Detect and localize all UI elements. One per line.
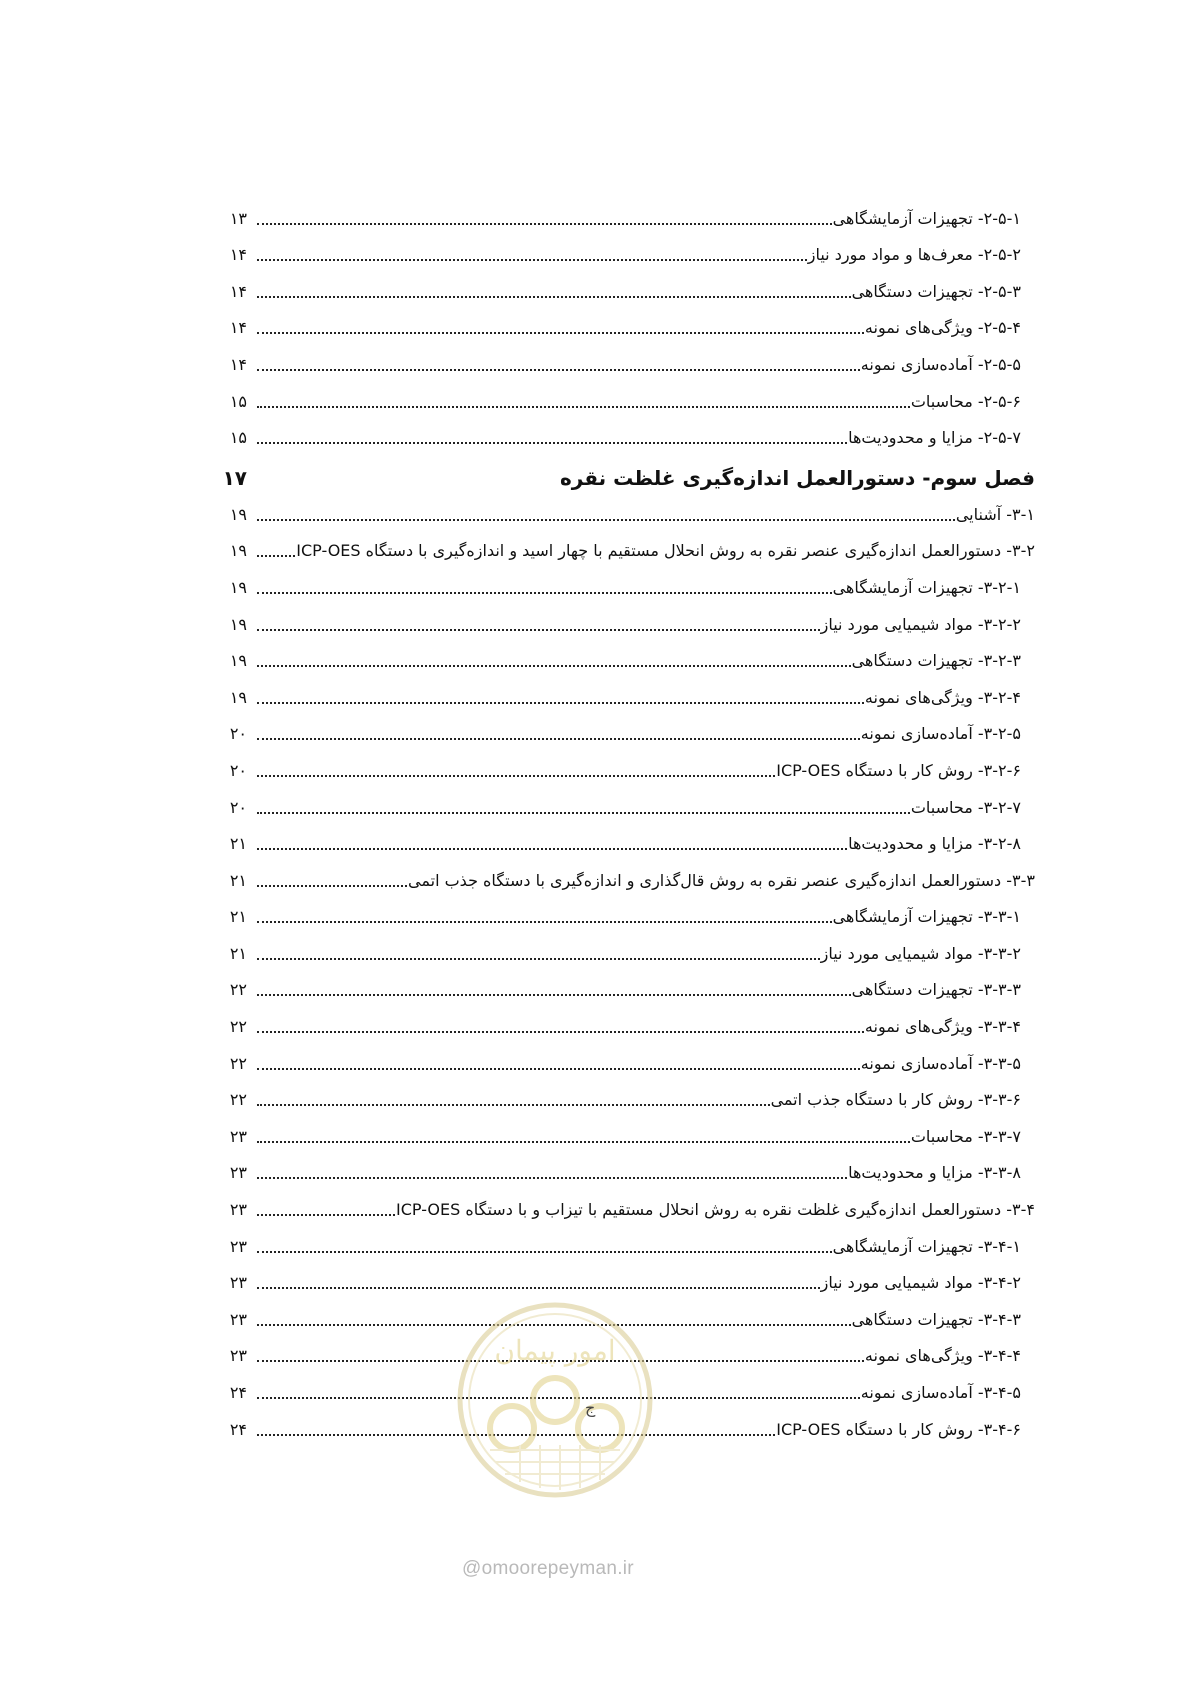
- toc-row[interactable]: [135, 417, 1035, 454]
- toc-page-number: ۱۷: [222, 466, 247, 491]
- toc-dot-leader: [257, 775, 775, 777]
- toc-row[interactable]: [135, 713, 1035, 750]
- toc-entry-title: ۳-۳-۵- آماده‌سازی نمونه: [860, 1053, 1021, 1073]
- toc-row[interactable]: [135, 1188, 1035, 1225]
- toc-dot-leader: [257, 812, 910, 814]
- toc-row[interactable]: [135, 1152, 1035, 1189]
- toc-entry-title: ۳-۴-۱- تجهیزات آزمایشگاهی: [832, 1236, 1021, 1256]
- toc-page-number: ۲۳: [229, 1273, 247, 1293]
- toc-page-number: ۱۹: [229, 504, 247, 524]
- toc-entry-title: ۳-۲- دستورالعمل اندازه‌گیری عنصر نقره به روش انحلال مستقیم با چهار اسید و اندازه‌گیری با دستگاه ICP-OES: [296, 541, 1035, 561]
- toc-row[interactable]: [135, 1042, 1035, 1079]
- toc-entry-title: ۳-۳-۴- ویژگی‌های نمونه: [864, 1017, 1021, 1037]
- toc-page-number: ۱۹: [229, 651, 247, 671]
- toc-entry-title: ۳-۴-۳- تجهیزات دستگاهی: [851, 1309, 1021, 1329]
- toc-row[interactable]: [135, 749, 1035, 786]
- toc-dot-leader: [257, 994, 851, 996]
- toc-entry-title: ۳-۴-۲- مواد شیمیایی مورد نیاز: [820, 1273, 1021, 1293]
- toc-row[interactable]: [135, 896, 1035, 933]
- toc-dot-leader: [257, 629, 820, 631]
- toc-page-number: ۱۵: [229, 428, 247, 448]
- toc-dot-leader: [257, 1177, 847, 1179]
- toc-entry-title: ۳-۳- دستورالعمل اندازه‌گیری عنصر نقره به روش قال‌گذاری و اندازه‌گیری با دستگاه جذب اتمی: [408, 870, 1035, 890]
- toc-page-number: ۲۰: [229, 724, 247, 744]
- toc-page-number: ۲۲: [229, 980, 247, 1000]
- toc-dot-leader: [257, 296, 851, 298]
- toc-page-number: ۱۹: [229, 687, 247, 707]
- toc-page-number: ۱۴: [229, 245, 247, 265]
- toc-chapter-row[interactable]: [135, 453, 1035, 493]
- toc-page-number: ۱۴: [229, 281, 247, 301]
- toc-page-number: ۲۴: [229, 1419, 247, 1439]
- toc-entry-title: ۳-۳-۶- روش کار با دستگاه جذب اتمی: [770, 1090, 1021, 1110]
- toc-page-number: ۲۴: [229, 1383, 247, 1402]
- toc-page-number: ۱۹: [229, 541, 247, 561]
- toc-page-number: ۲۲: [229, 1053, 247, 1073]
- toc-row[interactable]: [135, 343, 1035, 380]
- toc-entry-title: ۳-۲-۸- مزایا و محدودیت‌ها: [848, 834, 1021, 854]
- toc-page-number: ۲۱: [229, 943, 247, 963]
- toc-page-number: ۱۹: [229, 577, 247, 597]
- toc-page-number: ۱۹: [229, 614, 247, 634]
- toc-dot-leader: [257, 885, 407, 887]
- toc-row[interactable]: [135, 307, 1035, 344]
- toc-entry-title: ۳-۱- آشنایی: [955, 504, 1035, 524]
- toc-row[interactable]: [135, 823, 1035, 860]
- toc-page-number: ۲۰: [229, 797, 247, 817]
- toc-dot-leader: [257, 665, 851, 667]
- toc-row[interactable]: [135, 969, 1035, 1006]
- toc-entry-title: ۳-۲-۵- آماده‌سازی نمونه: [860, 724, 1021, 744]
- toc-row[interactable]: [135, 380, 1035, 417]
- toc-entry-title: ۳-۴-۴- ویژگی‌های نمونه: [864, 1346, 1021, 1366]
- toc-entry-title: فصل سوم- دستورالعمل اندازه‌گیری غلظت نقره: [560, 466, 1035, 491]
- toc-entry-title: ۳-۳-۳- تجهیزات دستگاهی: [851, 980, 1021, 1000]
- toc-row[interactable]: [135, 1225, 1035, 1262]
- toc-entry-title: ۳-۳-۷- محاسبات: [910, 1126, 1021, 1146]
- toc-page-number: ۲۲: [229, 1090, 247, 1110]
- toc-dot-leader: [257, 406, 910, 408]
- toc-row[interactable]: [135, 676, 1035, 713]
- toc-entry-title: ۲-۵-۷- مزایا و محدودیت‌ها: [848, 428, 1021, 448]
- toc-dot-leader: [257, 332, 864, 334]
- toc-entry-title: ۲-۵-۲- معرف‌ها و مواد مورد نیاز: [807, 245, 1021, 265]
- toc-row[interactable]: [135, 1262, 1035, 1299]
- website-watermark: @omoorepeyman.ir: [462, 1558, 634, 1579]
- toc-dot-leader: [257, 702, 864, 704]
- toc-page-number: ۲۰: [229, 760, 247, 780]
- toc-entry-title: ۳-۲-۷- محاسبات: [910, 797, 1021, 817]
- watermark-text: امور پیمان: [494, 1334, 616, 1367]
- toc-dot-leader: [257, 223, 832, 225]
- toc-entry-title: ۲-۵-۵- آماده‌سازی نمونه: [860, 354, 1021, 374]
- toc-entry-title: ۲-۵-۱- تجهیزات آزمایشگاهی: [832, 208, 1021, 228]
- toc-page-number: ۲۳: [229, 1309, 247, 1329]
- toc-row[interactable]: [135, 932, 1035, 969]
- toc-page-number: ۱۵: [229, 391, 247, 411]
- toc-page-number: ۲۲: [229, 1017, 247, 1037]
- toc-entry-title: ۳-۳-۱- تجهیزات آزمایشگاهی: [832, 907, 1021, 927]
- watermark-logo: [450, 1300, 660, 1500]
- toc-dot-leader: [257, 1141, 910, 1143]
- toc-dot-leader: [257, 519, 955, 521]
- toc-page-number: ۱۴: [229, 354, 247, 374]
- watermark-gears: [490, 1378, 622, 1450]
- toc-row[interactable]: [135, 530, 1035, 567]
- toc-dot-leader: [257, 848, 847, 850]
- toc-page-number: ۲۳: [229, 1126, 247, 1146]
- toc-page-number: ۲۱: [229, 907, 247, 927]
- toc-entry-title: ۳-۴-۶- روش کار با دستگاه ICP-OES: [776, 1419, 1021, 1439]
- toc-entry-title: ۳-۲-۶- روش کار با دستگاه ICP-OES: [776, 760, 1021, 780]
- toc-page-number: ۱۴: [229, 318, 247, 338]
- toc-page-number: ۲۳: [229, 1346, 247, 1366]
- toc-dot-leader: [257, 1031, 864, 1033]
- toc-entry-title: ۳-۴-۵- آماده‌سازی نمونه: [860, 1383, 1021, 1402]
- toc-row[interactable]: [135, 493, 1035, 530]
- toc-row[interactable]: [135, 786, 1035, 823]
- toc-dot-leader: [257, 1104, 770, 1106]
- toc-entry-title: ۲-۵-۴- ویژگی‌های نمونه: [864, 318, 1021, 338]
- toc-page-number: ۲۳: [229, 1236, 247, 1256]
- toc-page-number: ۲۱: [229, 834, 247, 854]
- toc-row[interactable]: [135, 1079, 1035, 1116]
- toc-entry-title: ۳-۲-۳- تجهیزات دستگاهی: [851, 651, 1021, 671]
- toc-entry-title: ۳-۲-۱- تجهیزات آزمایشگاهی: [832, 577, 1021, 597]
- toc-row[interactable]: [135, 270, 1035, 307]
- toc-row[interactable]: [135, 566, 1035, 603]
- toc-dot-leader: [257, 1068, 860, 1070]
- toc-entry-title: ۳-۳-۸- مزایا و محدودیت‌ها: [848, 1163, 1021, 1183]
- toc-dot-leader: [257, 555, 295, 557]
- page-number-letter: ج: [585, 1398, 596, 1417]
- toc-page-number: ۲۳: [229, 1163, 247, 1183]
- toc-row[interactable]: [135, 603, 1035, 640]
- toc-entry-title: ۳-۲-۲- مواد شیمیایی مورد نیاز: [820, 614, 1021, 634]
- toc-dot-leader: [257, 442, 847, 444]
- toc-row[interactable]: [135, 197, 1035, 234]
- toc-page-number: ۲۳: [229, 1200, 247, 1220]
- table-of-contents: [135, 197, 1035, 1445]
- toc-entry-title: ۳-۳-۲- مواد شیمیایی مورد نیاز: [820, 943, 1021, 963]
- toc-dot-leader: [257, 592, 832, 594]
- toc-dot-leader: [257, 1251, 832, 1253]
- toc-entry-title: ۲-۵-۳- تجهیزات دستگاهی: [851, 281, 1021, 301]
- toc-dot-leader: [257, 738, 860, 740]
- toc-row[interactable]: [135, 859, 1035, 896]
- toc-row[interactable]: [135, 1005, 1035, 1042]
- toc-row[interactable]: [135, 1115, 1035, 1152]
- toc-dot-leader: [257, 958, 820, 960]
- toc-row[interactable]: [135, 234, 1035, 271]
- toc-row[interactable]: [135, 640, 1035, 677]
- toc-page-number: ۱۳: [229, 208, 247, 228]
- toc-dot-leader: [257, 259, 807, 261]
- toc-dot-leader: [257, 1287, 820, 1289]
- toc-dot-leader: [257, 921, 832, 923]
- toc-page-number: ۲۱: [229, 870, 247, 890]
- toc-dot-leader: [257, 369, 860, 371]
- toc-dot-leader: [257, 1214, 395, 1216]
- toc-entry-title: ۲-۵-۶- محاسبات: [910, 391, 1021, 411]
- toc-entry-title: ۳-۲-۴- ویژگی‌های نمونه: [864, 687, 1021, 707]
- toc-entry-title: ۳-۴- دستورالعمل اندازه‌گیری غلظت نقره به روش انحلال مستقیم با تیزاب و با دستگاه ICP-OES: [396, 1200, 1035, 1220]
